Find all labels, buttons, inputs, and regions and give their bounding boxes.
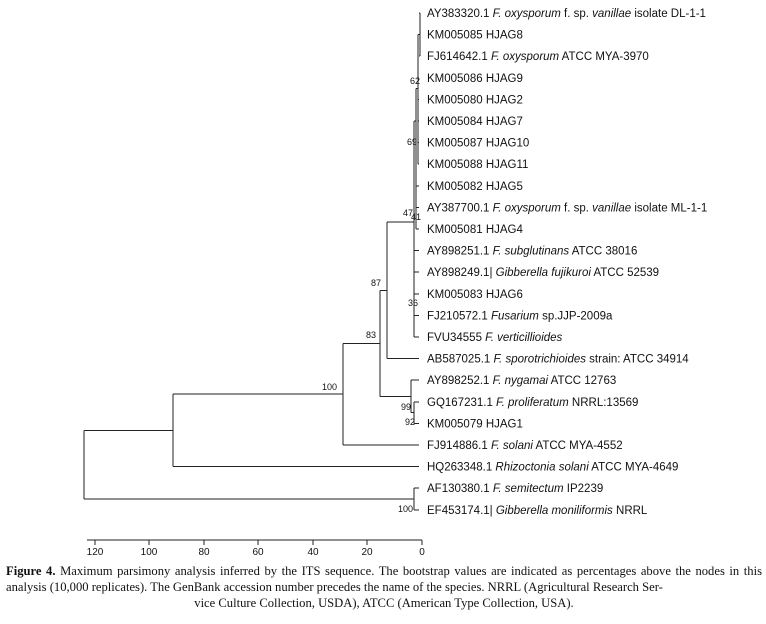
leaf-label-ab587025: AB587025.1 F. sporotrichioides strain: ATCC 34914 xyxy=(427,353,689,366)
bootstrap-99: 99 xyxy=(401,402,412,412)
leaf-label-ay383320: AY383320.1 F. oxysporum f. sp. vanillae isolate DL-1-1 xyxy=(427,8,706,20)
axis-tick-label: 20 xyxy=(361,547,373,558)
bootstrap-100-semitectum: 100 xyxy=(398,504,414,514)
leaf-label-km005079: KM005079 HJAG1 xyxy=(427,418,523,431)
leaf-label-hq263348: HQ263348.1 Rhizoctonia solani ATCC MYA-4649 xyxy=(427,461,679,474)
leaf-label-km005084: KM005084 HJAG7 xyxy=(427,116,523,128)
leaf-label-ay898252: AY898252.1 F. nygamai ATCC 12763 xyxy=(427,375,617,388)
bootstrap-36: 36 xyxy=(408,298,419,308)
leaf-label-ef453174: EF453174.1| Gibberella moniliformis NRRL xyxy=(427,504,648,517)
leaf-label-ay387700: AY387700.1 F. oxysporum f. sp. vanillae isolate ML-1-1 xyxy=(427,202,708,215)
leaf-label-km005081: KM005081 HJAG4 xyxy=(427,224,523,236)
leaf-label-km005085: KM005085 HJAG8 xyxy=(427,29,523,42)
axis-tick-label: 60 xyxy=(252,547,264,558)
leaf-label-km005086: KM005086 HJAG9 xyxy=(427,72,523,85)
bootstrap-62: 62 xyxy=(410,76,421,86)
bootstrap-47: 47 xyxy=(403,208,414,218)
figure-caption xyxy=(6,563,762,611)
leaf-label-fj210572: FJ210572.1 Fusarium sp.JJP-2009a xyxy=(427,310,613,323)
tree-branches xyxy=(84,13,420,510)
leaf-label-fvu34555: FVU34555 F. verticillioides xyxy=(427,332,563,344)
leaf-label-fj914886: FJ914886.1 F. solani ATCC MYA-4552 xyxy=(427,440,623,452)
bootstrap-100-outer: 100 xyxy=(322,382,338,392)
bootstrap-41: 41 xyxy=(411,212,422,222)
bootstrap-83: 83 xyxy=(366,330,377,340)
leaf-label-km005082: KM005082 HJAG5 xyxy=(427,180,523,193)
leaf-label-km005080: KM005080 HJAG2 xyxy=(427,94,523,107)
axis-tick-label: 120 xyxy=(86,547,104,558)
bootstrap-87: 87 xyxy=(371,278,382,288)
scale-axis xyxy=(87,540,422,545)
leaf-label-km005088: KM005088 HJAG11 xyxy=(427,159,529,172)
leaf-label-km005087: KM005087 HJAG10 xyxy=(427,137,530,150)
leaf-label-ay898249: AY898249.1| Gibberella fujikuroi ATCC 52539 xyxy=(427,267,660,280)
bootstrap-69: 69 xyxy=(407,137,418,147)
axis-tick-label: 80 xyxy=(198,547,210,558)
leaf-labels xyxy=(427,8,707,517)
bootstrap-92: 92 xyxy=(405,417,416,427)
leaf-label-km005083: KM005083 HJAG6 xyxy=(427,288,523,301)
bootstrap-values xyxy=(322,76,421,514)
figure-label: Figure 4. xyxy=(6,564,56,578)
leaf-label-af130380: AF130380.1 F. semitectum IP2239 xyxy=(427,483,604,496)
caption-last-line: vice Culture Collection, USDA), ATCC (American Type Collection, USA). xyxy=(194,596,574,610)
caption-text: Maximum parsimony analysis inferred by the ITS sequence. The bootstrap values are indicated as percentages above the nodes in this analysis (10,000 replicates). The GenBank accession number precedes the name of the species. NRRL (Agricultural Research Ser- xyxy=(6,564,762,594)
axis-tick-label: 40 xyxy=(307,547,319,558)
leaf-label-ay898251: AY898251.1 F. subglutinans ATCC 38016 xyxy=(427,245,638,258)
leaf-label-fj614642: FJ614642.1 F. oxysporum ATCC MYA-3970 xyxy=(427,51,649,64)
axis-tick-labels xyxy=(87,547,426,558)
axis-tick-label: 100 xyxy=(140,547,158,558)
axis-tick-label: 0 xyxy=(419,547,425,558)
leaf-label-gq167231: GQ167231.1 F. proliferatum NRRL:13569 xyxy=(427,396,639,409)
